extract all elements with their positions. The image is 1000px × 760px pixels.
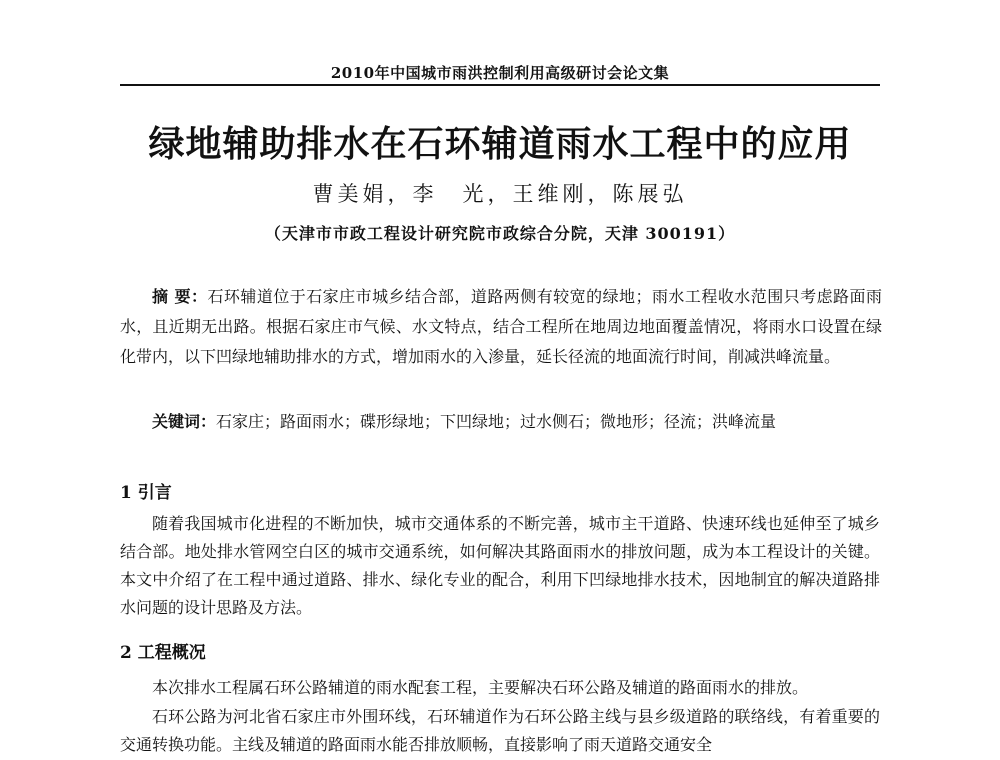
introduction-paragraph: 随着我国城市化进程的不断加快，城市交通体系的不断完善，城市主干道路、快速环线也延伸至了城乡结合部。地处排水管网空白区的城市交通系统，如何解决其路面雨水的排放问题，成为本工程设计的关键。本文中介绍了在工程中通过道路、排水、绿化专业的配合，利用下凹绿地排水技术，因地制宜的解决道路排水问题的设计思路及方法。 — [120, 514, 880, 617]
affiliation: （天津市市政工程设计研究院市政综合分院，天津 300191） — [264, 224, 736, 243]
overview-paragraph-2: 石环公路为河北省石家庄市外围环线，石环辅道作为石环公路主线与县乡级道路的联络线，有着重要的交通转换功能。主线及辅道的路面雨水能否排放顺畅，直接影响了雨天道路交通安全 — [120, 707, 880, 754]
header-rule — [120, 84, 880, 86]
paper-title: 绿地辅助排水在石环辅道雨水工程中的应用 — [148, 124, 852, 165]
abstract-text: 石环辅道位于石家庄市城乡结合部，道路两侧有较宽的绿地；雨水工程收水范围只考虑路面雨水，且近期无出路。根据石家庄市气候、水文特点，结合工程所在地周边地面覆盖情况，将雨水口设置在绿化带内，以下凹绿地辅助排水的方式，增加雨水的入渗量，延长径流的地面流行时间，削减洪峰流量。 — [120, 287, 882, 366]
abstract — [120, 282, 882, 372]
author-list: 曹美娟，李 光，王维刚，陈展弘 — [312, 182, 688, 206]
overview-paragraph-1: 本次排水工程属石环公路辅道的雨水配套工程，主要解决石环公路及辅道的路面雨水的排放。 — [152, 678, 809, 697]
abstract-label: 摘 要： — [152, 287, 208, 306]
running-header: 2010年中国城市雨洪控制利用高级研讨会论文集 — [330, 64, 670, 82]
section-heading-project-overview: 2 工程概况 — [120, 643, 206, 663]
keywords-label: 关键词： — [152, 412, 217, 431]
section-heading-introduction: 1 引言 — [120, 483, 172, 503]
keywords — [120, 407, 882, 437]
keywords-text: 石家庄；路面雨水；碟形绿地；下凹绿地；过水侧石；微地形；径流；洪峰流量 — [216, 412, 777, 431]
